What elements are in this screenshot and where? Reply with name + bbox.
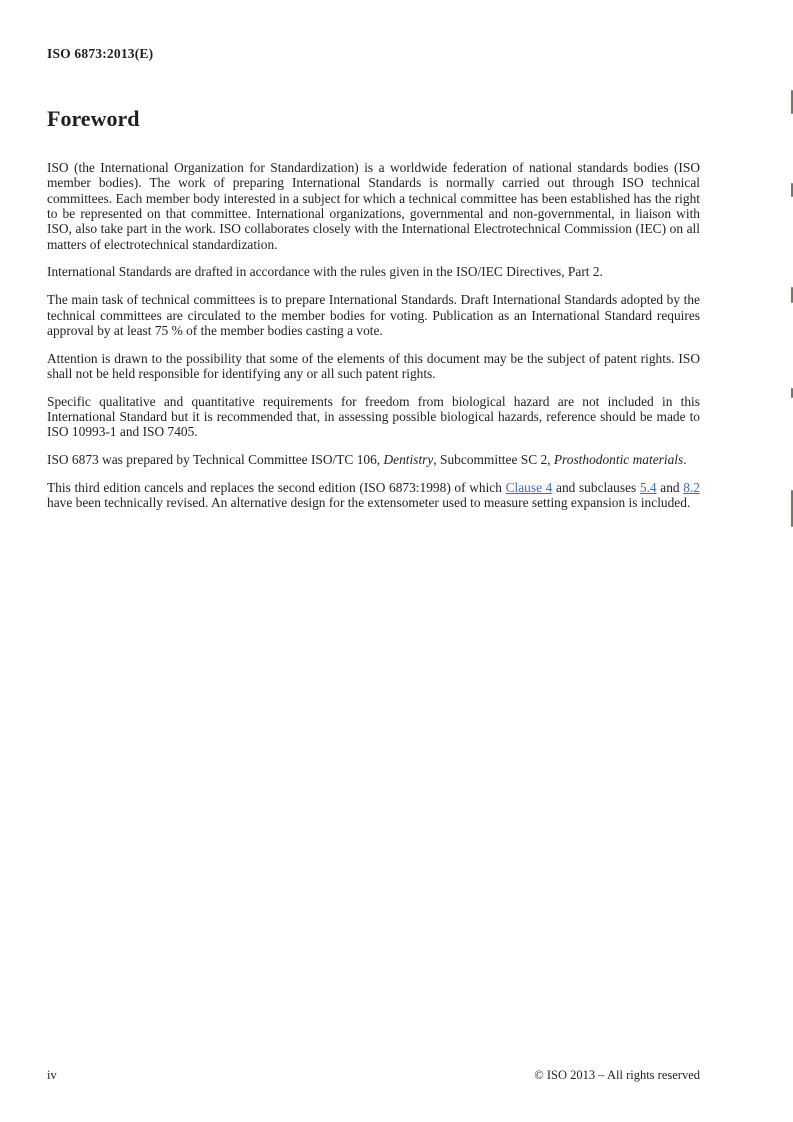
paragraph [47,264,700,279]
page-number: iv [47,1068,57,1082]
paragraph [47,160,700,252]
page-footer [47,1068,700,1082]
body-text: The main task of technical committees is to prepare International Standards. Draft International Standards adopted by the technical committees are circulated to the member bodies for voting. Publication as an International Standard requires approval by at least 75 % of the member bodies casting a vote. [47,292,700,338]
copyright-notice: © ISO 2013 – All rights reserved [534,1068,700,1082]
body-text: and [656,479,684,495]
body-text: International Standards are drafted in accordance with the rules given in the ISO/IEC Directives, Part 2. [47,264,603,280]
foreword-paragraphs [47,160,700,523]
body-text: . [683,452,687,468]
paragraph [47,351,700,382]
body-text: Specific qualitative and quantitative requirements for freedom from biological hazard are not included in this International Standard but it is recommended that, in assessing possible biological hazards, reference should be made to ISO 10993-1 and ISO 7405. [47,393,700,440]
body-text: ISO 6873 was prepared by Technical Committee ISO/TC 106, [47,452,384,468]
body-text: ISO (the International Organization for Standardization) is a worldwide federation of national standards bodies (ISO member bodies). The work of preparing International Standards is normally carried out through ISO technical committees. Each member body interested in a subject for which a technical committee has been established has the right to be represented on that committee. International organizations, governmental and non-governmental, in liaison with ISO, also take part in the work. ISO collaborates closely with the International Electrotechnical Commission (IEC) on all matters of electrotechnical standardization. [47,160,700,252]
paragraph [47,394,700,440]
document-id-header: ISO 6873:2013(E) [47,46,154,61]
body-text: and subclauses [552,479,640,495]
body-text: This third edition cancels and replaces the second edition (ISO 6873:1998) of which [47,479,506,495]
paragraph [47,292,700,338]
page-title: Foreword [47,106,140,131]
italic-text: Dentistry [383,452,434,468]
paragraph [47,480,700,511]
body-text: , Subcommittee SC 2, [433,452,554,468]
paragraph [47,452,700,467]
cross-reference-link[interactable]: 5.4 [639,479,657,495]
cross-reference-link[interactable]: 8.2 [683,479,701,495]
body-text: Attention is drawn to the possibility that some of the elements of this document may be the subject of patent rights. ISO shall not be held responsible for identifying any or all such patent rights. [47,350,700,381]
body-text: have been technically revised. An alternative design for the extensometer used to measure setting expansion is included. [47,495,691,511]
italic-text: Prosthodontic materials [553,452,684,468]
cross-reference-link[interactable]: Clause 4 [505,479,553,495]
